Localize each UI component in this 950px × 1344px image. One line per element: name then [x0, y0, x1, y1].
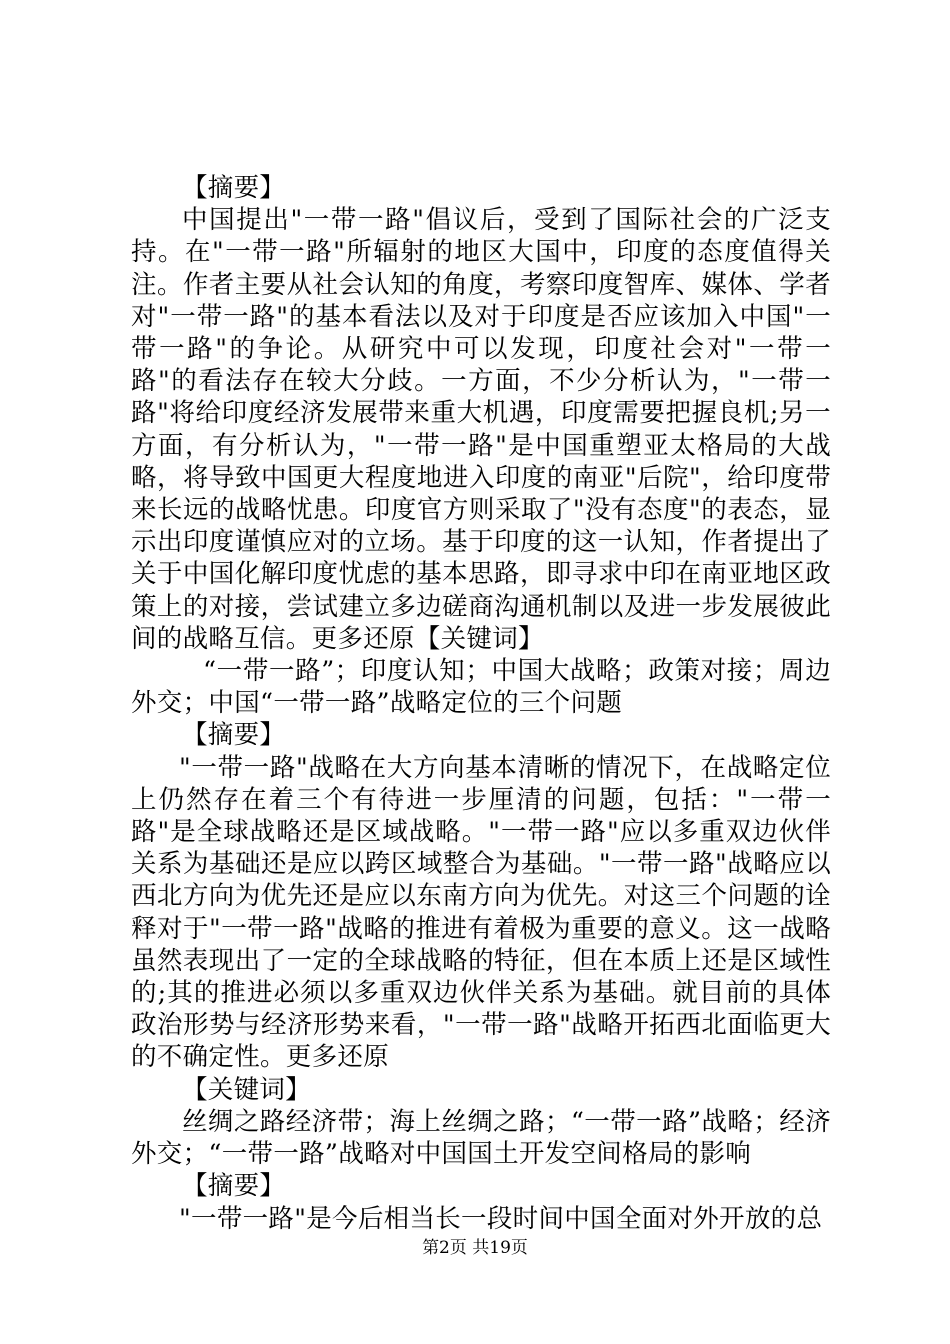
abstract-heading: 【摘要】 [182, 173, 286, 203]
abstract-text: "一带一路"是今后相当长一段时间中国全面对外开放的总 [179, 1203, 823, 1234]
keywords-text: 丝绸之路经济带；海上丝绸之路；“一带一路”战略；经济外交；“一带一路”战略对中国国土开发空间格局的影响 [131, 1106, 831, 1170]
keywords-heading: 【关键词】 [182, 1074, 312, 1105]
page-number: 第2页 共19页 [422, 1238, 528, 1258]
abstract-text: "一带一路"战略在大方向基本清晰的情况下，在战略定位上仍然存在着三个有待进一步厘清的问题，包括："一带一路"是全球战略还是区域战略。"一带一路"应以多重双边伙伴关系为基础还是应以跨区域整合为基础。"一带一路"战略应以西北方向为优先还是应以东南方向为优先。对这三个问题的诠释对于"一带一路"战略的推进有着极为重要的意义。这一战略虽然表现出了一定的全球战略的特征，但在本质上还是区域性的;其的推进必须以多重双边伙伴关系为基础。就目前的具体政治形势与经济形势来看，"一带一路"战略开拓西北面临更大的不确定性。更多还原 [131, 752, 831, 1073]
document-body [131, 172, 831, 1235]
page-footer [0, 1238, 950, 1258]
abstract-heading: 【摘要】 [182, 720, 286, 751]
abstract-text: 中国提出"一带一路"倡议后，受到了国际社会的广泛支持。在"一带一路"所辐射的地区大国中，印度的态度值得关注。作者主要从社会认知的角度，考察印度智库、媒体、学者对"一带一路"的基本看法以及对于印度是否应该加入中国"一带一路"的争论。从研究中可以发现，印度社会对"一带一路"的看法存在较大分歧。一方面，不少分析认为，"一带一路"将给印度经济发展带来重大机遇，印度需要把握良机;另一方面，有分析认为，"一带一路"是中国重塑亚太格局的大战略，将导致中国更大程度地进入印度的南亚"后院"，给印度带来长远的战略忧患。印度官方则采取了"没有态度"的表态，显示出印度谨慎应对的立场。基于印度的这一认知，作者提出了关于中国化解印度忧虑的基本思路，即寻求中印在南亚地区政策上的对接，尝试建立多边磋商沟通机制以及进一步发展彼此间的战略互信。更多还原【关键词】 [131, 205, 831, 654]
keywords-text: “一带一路”；印度认知；中国大战略；政策对接；周边外交；中国“一带一路”战略定位的三个问题 [131, 656, 831, 719]
abstract-heading: 【摘要】 [182, 1171, 286, 1202]
